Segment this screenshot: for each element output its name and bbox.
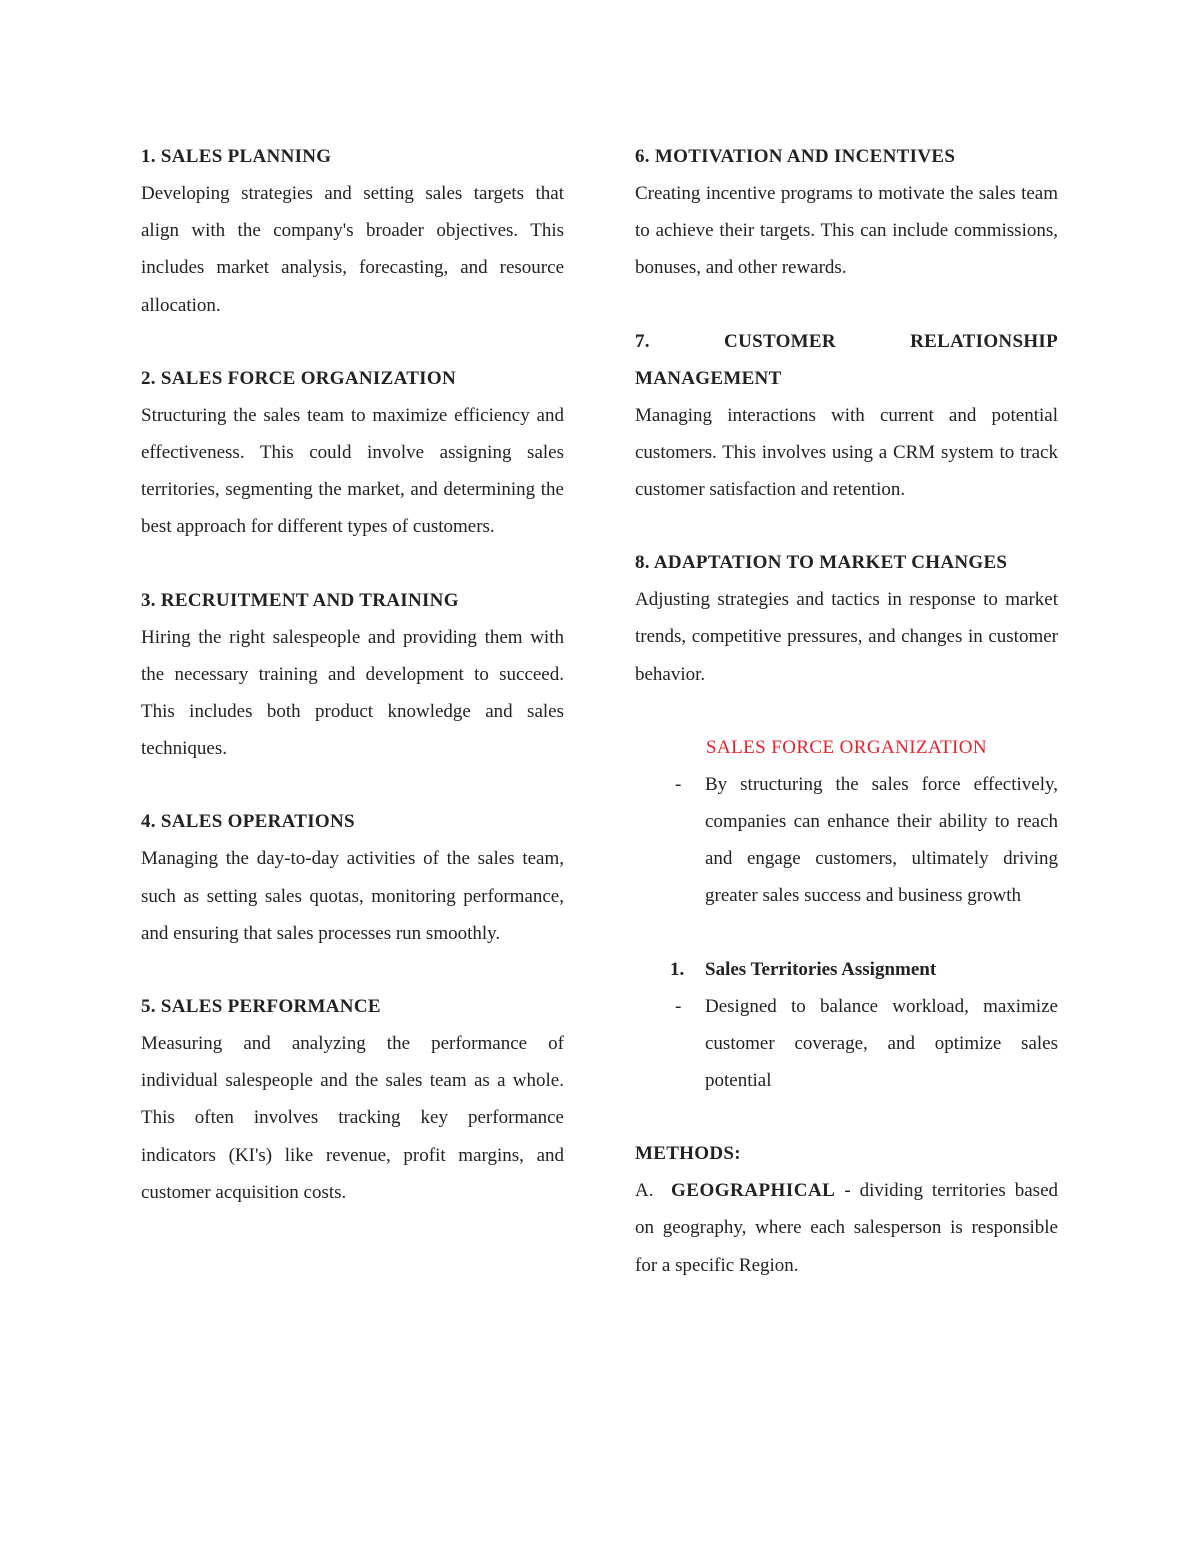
section-sales-performance — [141, 988, 564, 1211]
method-letter: A. — [635, 1180, 654, 1202]
territories-block — [635, 951, 1058, 1100]
section-sales-operations — [141, 803, 564, 952]
section-heading: 5. SALES PERFORMANCE — [141, 996, 381, 1018]
section-body: Structuring the sales team to maximize efficiency and effectiveness. This could involve assigning sales territories, segmenting the market, and determining the best approach for different types of customers. — [141, 404, 564, 538]
section-heading: 1. SALES PLANNING — [141, 146, 332, 167]
sfo-title: SALES FORCE ORGANIZATION — [706, 736, 987, 758]
section-body: Managing interactions with current and potential customers. This involves using a CRM system to track customer satisfaction and retention. — [635, 404, 1058, 501]
section-recruitment-training — [141, 582, 564, 768]
section-adaptation — [635, 544, 1058, 693]
sfo-bullet — [635, 766, 1058, 915]
dash-marker: - — [675, 773, 682, 795]
left-column — [141, 138, 564, 1247]
section-body: Adjusting strategies and tactics in response to market trends, competitive pressures, and changes in customer behavior. — [635, 589, 1058, 685]
section-body: Measuring and analyzing the performance of individual salespeople and the sales team as a whole. This often involves tracking key performance indicators (KI's) like revenue, profit margins, and customer acquisition costs. — [141, 1033, 564, 1203]
territories-label: Sales Territories Assignment — [705, 958, 937, 980]
section-crm — [635, 323, 1058, 509]
territories-heading — [635, 951, 1058, 988]
methods-heading: METHODS: — [635, 1143, 741, 1165]
right-column — [635, 138, 1058, 1320]
section-body: Hiring the right salespeople and providing them with the necessary training and development to succeed. This includes both product knowledge and sales techniques. — [141, 626, 564, 760]
section-heading: 8. ADAPTATION TO MARKET CHANGES — [635, 552, 1008, 574]
method-label: GEOGRAPHICAL — [671, 1180, 836, 1202]
list-number: 1. — [670, 958, 685, 980]
section-sales-planning — [141, 138, 564, 324]
heading-line-1: 7. CUSTOMER RELATIONSHIP — [635, 330, 1058, 352]
methods-body — [635, 1172, 1058, 1284]
section-body: Developing strategies and setting sales targets that align with the company's broader objectives. This includes market analysis, forecasting, and resource allocation. — [141, 183, 564, 316]
section-body: Managing the day-to-day activities of the sales team, such as setting sales quotas, monitoring performance, and ensuring that sales processes run smoothly. — [141, 848, 564, 944]
heading-line-2: MANAGEMENT — [635, 367, 782, 389]
territories-bullet-text: Designed to balance workload, maximize customer coverage, and optimize sales potential — [705, 995, 1058, 1092]
section-heading: 3. RECRUITMENT AND TRAINING — [141, 589, 459, 611]
section-heading: 2. SALES FORCE ORGANIZATION — [141, 367, 456, 389]
method-text: - dividing territories based on geography, where each salesperson is responsible for a specific Region. — [635, 1180, 1058, 1276]
section-body: Creating incentive programs to motivate the sales team to achieve their targets. This can include commissions, bonuses, and other rewards. — [635, 183, 1058, 279]
sfo-block — [635, 729, 1058, 915]
section-heading — [635, 323, 1058, 397]
dash-marker: - — [675, 995, 682, 1017]
section-motivation-incentives — [635, 138, 1058, 287]
section-heading: 6. MOTIVATION AND INCENTIVES — [635, 146, 956, 167]
methods-block — [635, 1135, 1058, 1284]
section-sales-force-organization — [141, 360, 564, 546]
section-heading: 4. SALES OPERATIONS — [141, 811, 355, 833]
sfo-bullet-text: By structuring the sales force effectively, companies can enhance their ability to reach and engage customers, ultimately driving greater sales success and business growth — [705, 773, 1058, 907]
territories-bullet — [635, 988, 1058, 1100]
